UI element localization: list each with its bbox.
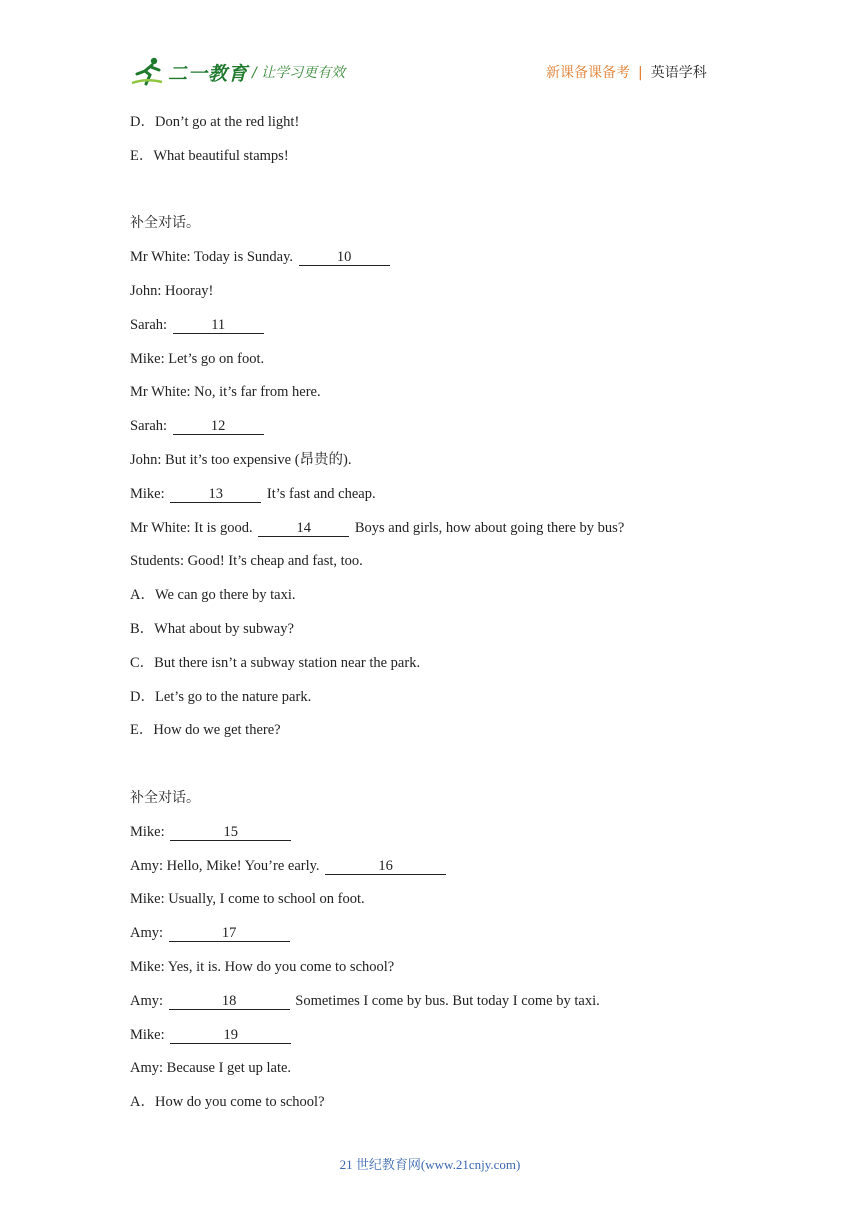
answer-blank[interactable]: 14 — [258, 521, 349, 537]
answer-blank[interactable]: 17 — [169, 926, 290, 942]
dialogue-line: Sarah: 12 — [130, 417, 266, 435]
header-separator: | — [638, 65, 643, 81]
logo — [130, 56, 248, 88]
dialogue-line: Mike: Yes, it is. How do you come to school? — [130, 959, 395, 975]
dialogue-line: Mr White: No, it’s far from here. — [130, 384, 321, 400]
answer-blank[interactable]: 18 — [169, 994, 290, 1010]
dialogue-line: John: Hooray! — [130, 283, 214, 299]
logo-text: 二一教育 — [168, 62, 249, 85]
dialogue-line: Amy: Hello, Mike! You’re early. 16 — [130, 857, 448, 875]
option-line: C．But there isn’t a subway station near the park. — [130, 655, 421, 671]
option-line: A．We can go there by taxi. — [130, 587, 296, 603]
dialogue-line: Mike: Let’s go on foot. — [130, 351, 265, 367]
runner-logo-icon — [130, 56, 164, 88]
header-right — [546, 62, 707, 82]
dialogue-line: Mr White: Today is Sunday. 10 — [130, 248, 392, 266]
option-line: B．What about by subway? — [130, 621, 294, 637]
option-line: D．Don’t go at the red light! — [130, 114, 300, 130]
option-line: E．What beautiful stamps! — [130, 148, 289, 164]
option-line: E．How do we get there? — [130, 722, 281, 738]
header-tag-prep: 新课备课备考 — [546, 65, 630, 81]
dialogue-line: John: But it’s too expensive (昂贵的). — [130, 452, 352, 468]
option-line: A．How do you come to school? — [130, 1094, 325, 1110]
option-line: D．Let’s go to the nature park. — [130, 689, 312, 705]
dialogue-line: Mike: Usually, I come to school on foot. — [130, 891, 365, 907]
dialogue-line: Sarah: 11 — [130, 316, 266, 334]
dialogue-line: Amy: 17 — [130, 924, 292, 942]
dialogue-line: Mr White: It is good. 14 Boys and girls, how about going there by bus? — [130, 520, 625, 536]
section-heading: 补全对话。 — [130, 790, 200, 806]
dialogue-line: Mike: 13 It’s fast and cheap. — [130, 486, 376, 502]
slogan: / 让学习更有效 — [252, 65, 346, 81]
section-heading: 补全对话。 — [130, 215, 200, 231]
answer-blank[interactable]: 10 — [299, 250, 390, 266]
dialogue-line: Amy: 18 Sometimes I come by bus. But today I come by taxi. — [130, 993, 600, 1009]
page-footer[interactable]: 21 世纪教育网(www.21cnjy.com) — [339, 1157, 521, 1172]
answer-blank[interactable]: 16 — [325, 859, 446, 875]
dialogue-line: Mike: 19 — [130, 1026, 293, 1044]
answer-blank[interactable]: 13 — [170, 487, 261, 503]
dialogue-line: Amy: Because I get up late. — [130, 1060, 292, 1076]
dialogue-line: Mike: 15 — [130, 823, 293, 841]
page-header — [0, 0, 860, 100]
answer-blank[interactable]: 12 — [173, 419, 264, 435]
header-subject: 英语学科 — [650, 65, 707, 81]
answer-blank[interactable]: 19 — [170, 1028, 291, 1044]
answer-blank[interactable]: 15 — [170, 825, 291, 841]
dialogue-line: Students: Good! It’s cheap and fast, too. — [130, 553, 363, 569]
answer-blank[interactable]: 11 — [173, 318, 264, 334]
